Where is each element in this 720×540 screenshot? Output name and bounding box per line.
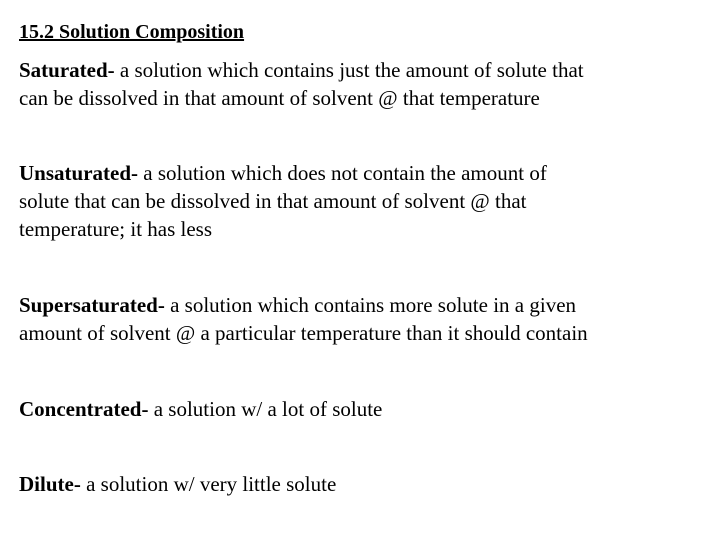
definition-line <box>19 291 709 319</box>
definition-term: Saturated- <box>19 58 115 82</box>
definition-text: a solution w/ very little solute <box>80 472 337 496</box>
definition-term: Dilute- <box>19 472 81 496</box>
slide-title: 15.2 Solution Composition <box>19 21 245 43</box>
definition-line: temperature; it has less <box>19 217 213 241</box>
definition-unsaturated <box>19 159 709 243</box>
definition-line: amount of solvent @ a particular temperature than it should contain <box>19 321 588 345</box>
definition-line: can be dissolved in that amount of solvent @ that temperature <box>19 86 540 110</box>
definition-text: a solution which contains more solute in a given <box>164 293 577 317</box>
definition-line <box>19 470 709 498</box>
definition-line: solute that can be dissolved in that amount of solvent @ that <box>19 189 527 213</box>
definition-term: Unsaturated- <box>19 161 138 185</box>
definition-dilute <box>19 470 709 498</box>
definition-line <box>19 395 709 423</box>
definition-supersaturated <box>19 291 709 347</box>
definition-text: a solution w/ a lot of solute <box>148 397 383 421</box>
definition-saturated <box>19 56 709 112</box>
definition-text: a solution which contains just the amount of solute that <box>114 58 584 82</box>
definition-concentrated <box>19 395 709 423</box>
definition-term: Supersaturated- <box>19 293 165 317</box>
definition-text: a solution which does not contain the amount of <box>138 161 547 185</box>
definition-line <box>19 56 709 84</box>
definition-term: Concentrated- <box>19 397 149 421</box>
definition-line <box>19 159 709 187</box>
